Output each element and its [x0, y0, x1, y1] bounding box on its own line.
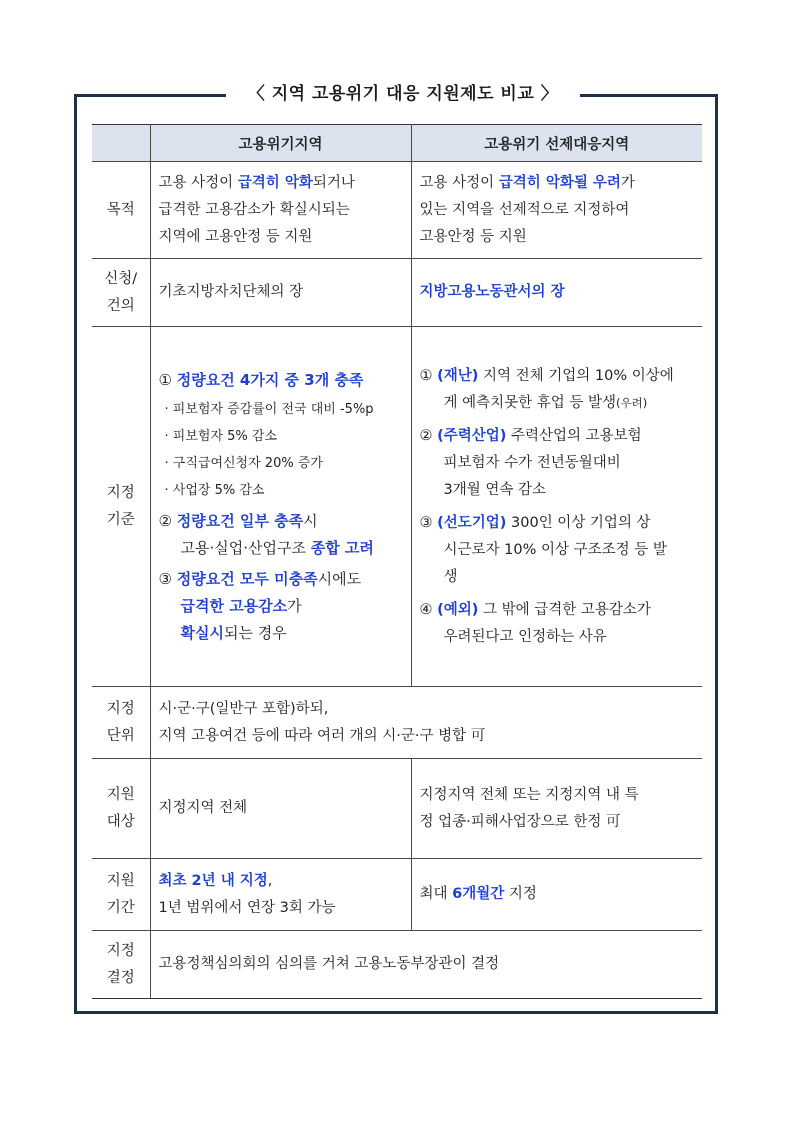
period-crisis: 최초 2년 내 지정, 1년 범위에서 연장 3회 가능 — [150, 859, 411, 931]
header-preemptive-region: 고용위기 선제대응지역 — [411, 125, 702, 162]
period-preemptive: 최대 6개월간 지정 — [411, 859, 702, 931]
comparison-table — [92, 124, 702, 999]
purpose-preemptive: 고용 사정이 급격히 악화될 우려가 있는 지역을 선제적으로 지정하여 고용안정 등 지원 — [411, 162, 702, 259]
row-purpose — [92, 162, 702, 259]
row-applicant — [92, 259, 702, 327]
unit-content: 시·군·구(일반구 포함)하되, 지역 고용여건 등에 따라 여러 개의 시·군·구 병합 可 — [150, 687, 702, 759]
row-criteria — [92, 327, 702, 687]
document-title: 〈 지역 고용위기 대응 지원제도 비교 〉 — [226, 80, 580, 108]
label-applicant: 신청/ 건의 — [92, 259, 150, 327]
applicant-preemptive: 지방고용노동관서의 장 — [411, 259, 702, 327]
label-period: 지원 기간 — [92, 859, 150, 931]
row-unit — [92, 687, 702, 759]
label-target: 지원 대상 — [92, 759, 150, 859]
decision-content: 고용정책심의회의 심의를 거쳐 고용노동부장관이 결정 — [150, 931, 702, 999]
label-purpose: 목적 — [92, 162, 150, 259]
label-criteria: 지정 기준 — [92, 327, 150, 687]
target-crisis: 지정지역 전체 — [150, 759, 411, 859]
row-period — [92, 859, 702, 931]
target-preemptive: 지정지역 전체 또는 지정지역 내 특 정 업종·피해사업장으로 한정 可 — [411, 759, 702, 859]
purpose-crisis: 고용 사정이 급격히 악화되거나 급격한 고용감소가 확실시되는 지역에 고용안정 등 지원 — [150, 162, 411, 259]
corner-cell — [92, 125, 150, 162]
row-decision — [92, 931, 702, 999]
criteria-crisis: ① 정량요건 4가지 중 3개 충족 · 피보험자 증감률이 전국 대비 -5%p · 피보험자 5% 감소 · 구직급여신청자 20% 증가 · 사업장 5% 감소 ② 정량요건 일부 충족시 고용·실업·산업구조 종합 고려 ③ 정량요건 모두 미충족시에도 급격한 고용감소가 확실시되는 경우 — [150, 327, 411, 687]
label-unit: 지정 단위 — [92, 687, 150, 759]
header-row — [92, 125, 702, 162]
label-decision: 지정 결정 — [92, 931, 150, 999]
applicant-crisis: 기초지방자치단체의 장 — [150, 259, 411, 327]
row-target — [92, 759, 702, 859]
header-crisis-region: 고용위기지역 — [150, 125, 411, 162]
criteria-preemptive: ① (재난) 지역 전체 기업의 10% 이상에 게 예측치못한 휴업 등 발생(우려) ② (주력산업) 주력산업의 고용보험 피보험자 수가 전년동월대비 3개월 연속 감소 ③ (선도기업) 300인 이상 기업의 상 시근로자 10% 이상 구조조정 등 발 생 ④ (예외) 그 밖에 급격한 고용감소가 우려된다고 인정하는 사유 — [411, 327, 702, 687]
